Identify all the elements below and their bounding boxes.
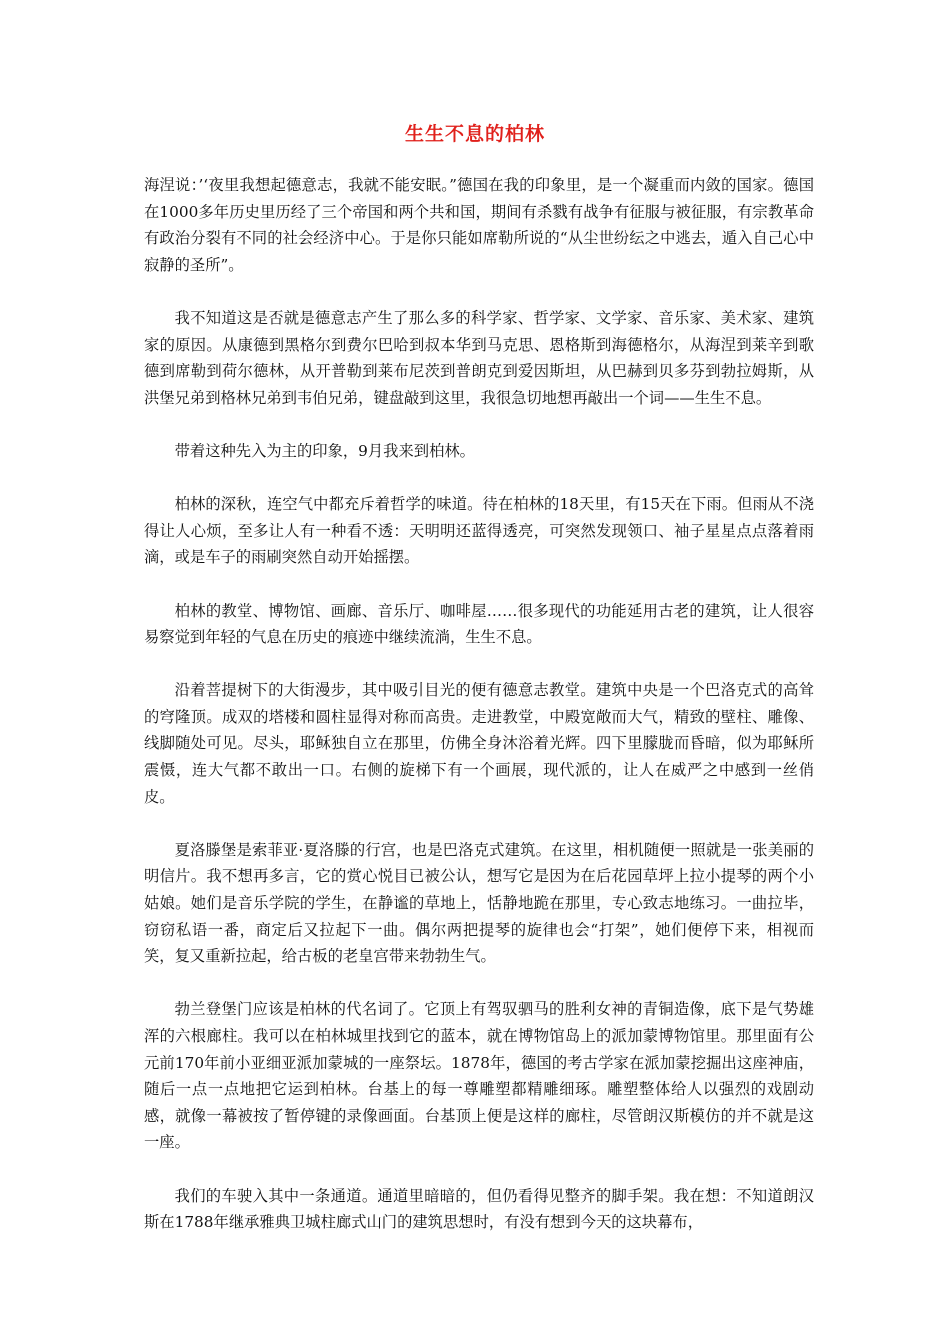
document-title: 生生不息的柏林 — [404, 123, 545, 145]
paragraph: 沿着菩提树下的大街漫步，其中吸引目光的便有德意志教堂。建筑中央是一个巴洛克式的高耸的穹隆顶。成双的塔楼和圆柱显得对称而高贵。走进教堂，中殿宽敞而大气，精致的壁柱、雕像、线脚随处可见。尽头，耶稣独自立在那里，仿佛全身沐浴着光辉。四下里朦胧而昏暗，似为耶稣所震慑，连大气都不敢出一口。右侧的旋梯下有一个画展，现代派的，让人在威严之中感到一丝俏皮。 — [144, 681, 814, 806]
paragraph: 夏洛滕堡是索菲亚·夏洛滕的行宫，也是巴洛克式建筑。在这里，相机随便一照就是一张美丽的明信片。我不想再多言，它的赏心悦目已被公认，想写它是因为在后花园草坪上拉小提琴的两个小姑娘。她们是音乐学院的学生，在静谧的草地上，恬静地跪在那里，专心致志地练习。一曲拉毕，窃窃私语一番，商定后又拉起下一曲。偶尔两把提琴的旋律也会“打架”，她们便停下来，相视而笑，复又重新拉起，给古板的老皇宫带来勃勃生气。 — [144, 840, 814, 966]
paragraph: 带着这种先入为主的印象，9月我来到柏林。 — [174, 441, 475, 460]
paragraph: 柏林的深秋，连空气中都充斥着哲学的味道。待在柏林的18天里，有15天在下雨。但雨从不浇得让人心烦，至多让人有一种看不透：天明明还蓝得透亮，可突然发现领口、袖子星星点点落着雨滴，或是车子的雨刷突然自动开始摇摆。 — [144, 495, 814, 567]
paragraph: 我不知道这是否就是德意志产生了那么多的科学家、哲学家、文学家、音乐家、美术家、建筑家的原因。从康德到黑格尔到费尔巴哈到叔本华到马克思、恩格斯到海德格尔，从海涅到莱辛到歌德到席勒到荷尔德林，从开普勒到莱布尼茨到普朗克到爱因斯坦，从巴赫到贝多芬到勃拉姆斯，从洪堡兄弟到格林兄弟到韦伯兄弟，键盘敲到这里，我很急切地想再敲出一个词——生生不息。 — [144, 308, 814, 407]
paragraph: 勃兰登堡门应该是柏林的代名词了。它顶上有驾驭驷马的胜利女神的青铜造像，底下是气势雄浑的六根廊柱。我可以在柏林城里找到它的蓝本，就在博物馆岛上的派加蒙博物馆里。那里面有公元前170年前小亚细亚派加蒙城的一座祭坛。1878年，德国的考古学家在派加蒙挖掘出这座神庙，随后一点一点地把它运到柏林。台基上的每一尊雕塑都精雕细琢。雕塑整体给人以强烈的戏剧动感，就像一幕被按了暂停键的录像画面。台基顶上便是这样的廊柱，尽管朗汉斯模仿的并不就是这一座。 — [144, 1000, 814, 1152]
paragraph: 我们的车驶入其中一条通道。通道里暗暗的，但仍看得见整齐的脚手架。我在想：不知道朗汉斯在1788年继承雅典卫城柱廊式山门的建筑思想时，有没有想到今天的这块幕布， — [144, 1186, 814, 1232]
paragraph: 柏林的教堂、博物馆、画廊、音乐厅、咖啡屋……很多现代的功能延用古老的建筑，让人很容易察觉到年轻的气息在历史的痕迹中继续流淌，生生不息。 — [144, 601, 814, 647]
paragraph: 海涅说：’‘夜里我想起德意志，我就不能安眠。”德国在我的印象里，是一个凝重而内敛的国家。德国在1000多年历史里历经了三个帝国和两个共和国，期间有杀戮有战争有征服与被征服，有宗教革命有政治分裂有不同的社会经济中心。于是你只能如席勒所说的“从尘世纷纭之中逃去，遁入自己心中寂静的圣所”。 — [144, 176, 814, 274]
document-body — [144, 172, 814, 1262]
